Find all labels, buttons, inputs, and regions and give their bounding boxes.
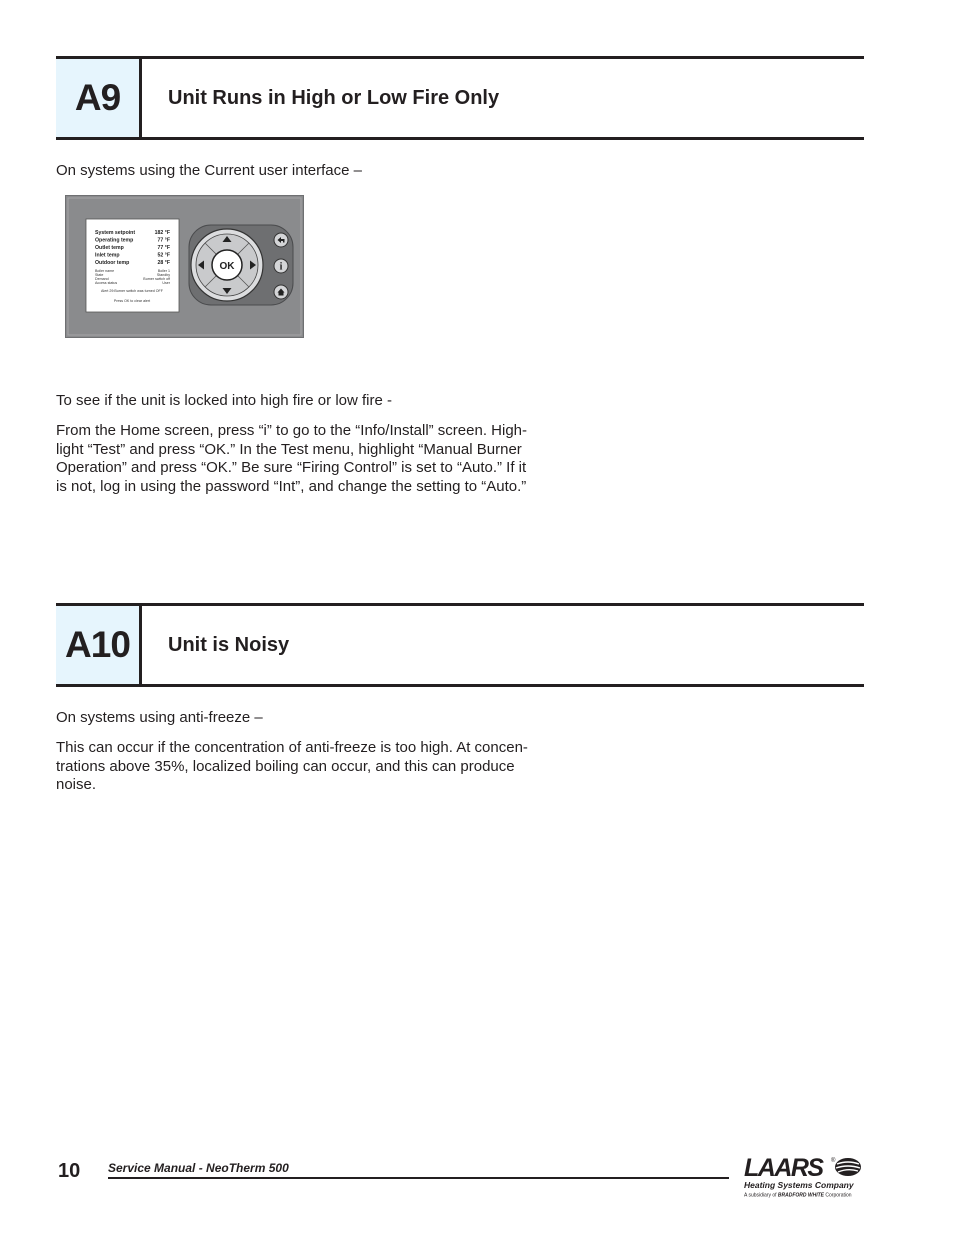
text-line: From the Home screen, press “i” to go to the “Info/Install” screen. High- bbox=[56, 422, 528, 439]
text-line: This can occur if the concentration of anti-freeze is too high. At concen- bbox=[56, 739, 528, 756]
display-row-label: System setpoint bbox=[95, 230, 136, 236]
section-title: Unit is Noisy bbox=[168, 633, 290, 656]
section-header-a10 bbox=[56, 603, 864, 687]
control-panel-image bbox=[65, 195, 304, 338]
info-icon: i bbox=[279, 261, 283, 273]
a9-intro: On systems using the Current user interface – bbox=[56, 162, 362, 179]
section-code: A9 bbox=[56, 59, 142, 137]
display-status-label: Access status bbox=[95, 281, 118, 285]
a9-check-intro: To see if the unit is locked into high fire or low fire - bbox=[56, 392, 392, 409]
display-status-value: Boiler 1 bbox=[157, 269, 170, 273]
display-clear-hint: Press OK to clear alert bbox=[113, 299, 151, 303]
manual-title: Service Manual - NeoTherm 500 bbox=[108, 1161, 289, 1175]
laars-logo bbox=[742, 1152, 867, 1200]
display-status-value: Burner switch off bbox=[143, 277, 170, 281]
footer-rule bbox=[108, 1177, 729, 1179]
display-row-label: Outlet temp bbox=[95, 245, 124, 251]
flame-swirl-icon bbox=[835, 1158, 861, 1176]
text-line: noise. bbox=[56, 776, 97, 793]
display-status-value: User bbox=[162, 281, 170, 285]
section-title: Unit Runs in High or Low Fire Only bbox=[168, 86, 500, 109]
display-row-value: 77 °F bbox=[157, 237, 170, 244]
display-row-label: Outdoor temp bbox=[95, 260, 130, 266]
brand-wordmark: LAARS bbox=[744, 1154, 823, 1182]
display-row-label: Operating temp bbox=[95, 237, 134, 244]
display-status-label: Boiler name bbox=[95, 269, 115, 273]
text-line: light “Test” and press “OK.” In the Test menu, highlight “Manual Burner bbox=[56, 440, 522, 458]
subsidiary-line: A subsidiary of BRADFORD WHITE Corporation bbox=[744, 1192, 852, 1199]
a10-explanation bbox=[56, 739, 576, 795]
display-status-label: Demand bbox=[95, 277, 109, 281]
display-row-value: 182 °F bbox=[154, 230, 170, 236]
text-line: is not, log in using the password “Int”, and change the setting to “Auto.” bbox=[56, 477, 527, 495]
text-line: trations above 35%, localized boiling can occur, and this can produce bbox=[56, 757, 515, 775]
display-row-label: Inlet temp bbox=[95, 252, 120, 259]
display-row-value: 77 °F bbox=[157, 245, 170, 251]
page-number: 10 bbox=[58, 1160, 81, 1182]
display-row-value: 52 °F bbox=[157, 252, 170, 259]
section-header-a9 bbox=[56, 56, 864, 140]
tagline: Heating Systems Company bbox=[744, 1180, 854, 1190]
text-line: Operation” and press “OK.” Be sure “Firing Control” is set to “Auto.” If it bbox=[56, 459, 527, 476]
a9-instructions bbox=[56, 422, 576, 496]
section-code: A10 bbox=[56, 606, 142, 684]
display-row-value: 28 °F bbox=[157, 260, 170, 266]
a10-intro: On systems using anti-freeze – bbox=[56, 709, 263, 726]
display-status-label: State bbox=[95, 273, 104, 277]
display-alert: Alert 29:Burner switch was turned OFF bbox=[101, 289, 163, 293]
registered-mark: ® bbox=[831, 1158, 836, 1164]
ok-button-label: OK bbox=[219, 261, 235, 272]
display-status-value: Standby bbox=[156, 273, 170, 277]
